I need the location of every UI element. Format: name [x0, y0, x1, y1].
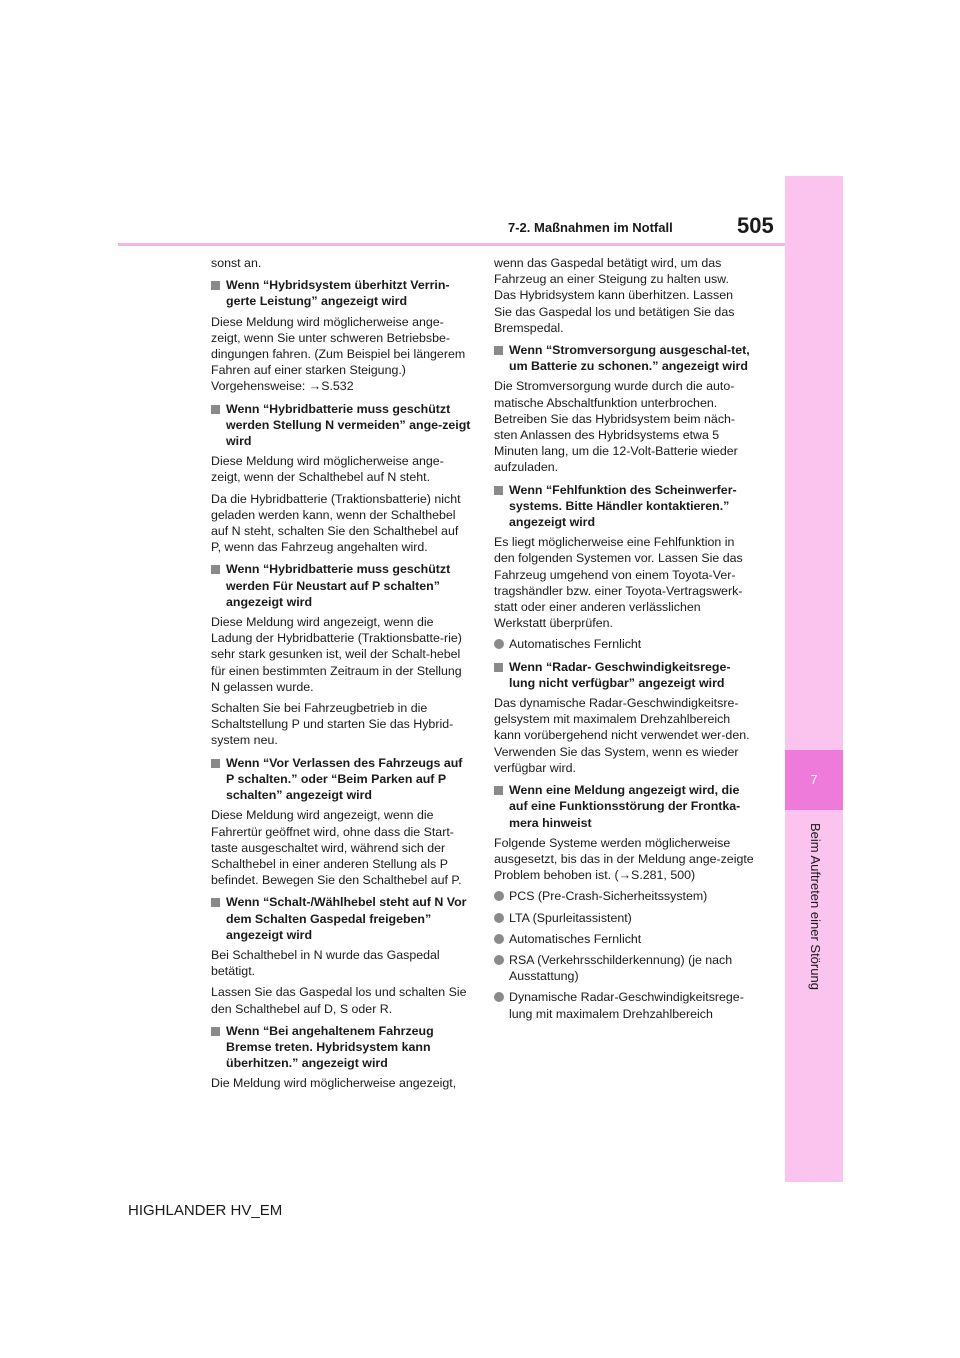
text: Da die Hybridbatterie (Traktionsbatterie) nicht geladen werden kann, wenn der Schalthebel auf N steht, schalten Sie den Schalthebel auf P, wenn das Fahrzeug angehalten wird.	[211, 491, 461, 555]
text: Diese Meldung wird angezeigt, wenn die Ladung der Hybridbatterie (Traktionsbatte-rie) sehr stark gesunken ist, weil der Schalt-hebel für einen bestimmten Zeitraum in der Stellung N gelassen wurde.	[211, 615, 462, 694]
list-item	[494, 952, 754, 984]
text: Es liegt möglicherweise eine Fehlfunktion in den folgenden Systemen vor. Lassen Sie das Fahrzeug umgehend von einem Toyota-Ver-tragshändler bzw. einer Toyota-Vertragswerk-statt oder einer anderen verlässlichen Werkstatt überprüfen.	[494, 535, 743, 631]
text: Bei Schalthebel in N wurde das Gaspedal betätigt.	[211, 947, 440, 979]
text: wenn das Gaspedal betätigt wird, um das Fahrzeug an einer Steigung zu halten usw. Das Hybridsystem kann überhitzen. Lassen Sie das Gaspedal los und betätigen Sie das Bremspedal.	[494, 256, 735, 335]
section-heading	[211, 561, 471, 610]
paragraph	[211, 1075, 471, 1091]
circle-bullet-icon	[494, 913, 504, 923]
square-bullet-icon	[494, 786, 503, 795]
paragraph	[211, 700, 471, 749]
square-bullet-icon	[211, 405, 220, 414]
square-bullet-icon	[494, 663, 503, 672]
text: Folgende Systeme werden möglicherweise ausgesetzt, bis das in der Meldung ange-zeigte Problem behoben ist. (→S.281, 500)	[494, 835, 754, 883]
section-heading	[211, 277, 471, 309]
circle-bullet-icon	[494, 992, 504, 1002]
list-item	[494, 931, 754, 947]
text: Wenn “Bei angehaltenem Fahrzeug Bremse treten. Hybridsystem kann überhitzen.” angezeigt wird	[226, 1023, 434, 1071]
paragraph	[211, 614, 471, 695]
text: Wenn “Fehlfunktion des Scheinwerfer-systems. Bitte Händler kontaktieren.” angezeigt wird	[509, 482, 737, 530]
text: Diese Meldung wird angezeigt, wenn die Fahrertür geöffnet wird, ohne dass die Start-taste ausgeschaltet wird, während sich der Schalthebel in einer anderen Stellung als P befindet. Bewegen Sie den Schalthebel auf P.	[211, 808, 462, 888]
text: Diese Meldung wird möglicherweise ange-zeigt, wenn Sie unter schweren Betriebsbe-dingungen fahren. (Zum Beispiel bei längerem Fahren auf einer starken Steigung.) Vorgehensweise: →S.532	[211, 314, 466, 394]
paragraph	[494, 695, 754, 776]
text: Wenn “Radar- Geschwindigkeitsrege-lung nicht verfügbar” angezeigt wird	[509, 659, 731, 690]
text: LTA (Spurleitassistent)	[509, 910, 632, 925]
text: Das dynamische Radar-Geschwindigkeitsre-gelsystem mit maximalem Drehzahlbereich kann vorübergehend nicht verwendet wer-den. Verwenden Sie das System, wenn es wieder verfügbar wird.	[494, 696, 750, 775]
text: Diese Meldung wird möglicherweise ange-zeigt, wenn der Schalthebel auf N steht.	[211, 454, 444, 485]
paragraph	[211, 947, 471, 979]
text: Automatisches Fernlicht	[509, 637, 642, 652]
right-column	[494, 255, 754, 1027]
square-bullet-icon	[494, 346, 503, 355]
list-item	[494, 989, 754, 1021]
square-bullet-icon	[211, 898, 220, 907]
list-item	[494, 636, 754, 652]
section-heading	[211, 894, 471, 943]
text: Schalten Sie bei Fahrzeugbetrieb in die Schaltstellung P und starten Sie das Hybrid-system neu.	[211, 701, 454, 748]
section-heading	[494, 782, 754, 831]
paragraph	[211, 491, 471, 556]
paragraph	[211, 984, 471, 1016]
chapter-number-tab	[785, 750, 843, 810]
section-heading	[494, 482, 754, 531]
paragraph	[494, 534, 754, 631]
text: Wenn “Schalt-/Wählhebel steht auf N Vor dem Schalten Gaspedal freigeben” angezeigt wird	[226, 895, 467, 942]
section-heading	[494, 659, 754, 691]
text: Wenn “Hybridbatterie muss geschützt werden Stellung N vermeiden” ange-zeigt wird	[226, 401, 471, 449]
paragraph	[211, 807, 471, 888]
text: sonst an.	[211, 256, 262, 270]
paragraph	[211, 255, 471, 271]
paragraph	[494, 835, 754, 884]
text: Lassen Sie das Gaspedal los und schalten Sie den Schalthebel auf D, S oder R.	[211, 985, 467, 1016]
section-title: 7-2. Maßnahmen im Notfall	[508, 220, 673, 235]
text: RSA (Verkehrsschilderkennung) (je nach Ausstattung)	[509, 952, 733, 984]
square-bullet-icon	[211, 759, 220, 768]
square-bullet-icon	[494, 486, 503, 495]
square-bullet-icon	[211, 1027, 220, 1036]
section-heading	[211, 1023, 471, 1072]
section-heading	[211, 755, 471, 804]
page-number: 505	[737, 213, 774, 238]
header-rule	[118, 243, 785, 246]
text: Wenn eine Meldung angezeigt wird, die auf eine Funktionsstörung der Frontka-mera hinweist	[509, 783, 741, 830]
text: Wenn “Vor Verlassen des Fahrzeugs auf P schalten.” oder “Beim Parken auf P schalten” angezeigt wird	[226, 755, 463, 803]
circle-bullet-icon	[494, 955, 504, 965]
text: Die Meldung wird möglicherweise angezeigt,	[211, 1076, 457, 1091]
section-heading	[211, 401, 471, 450]
paragraph	[494, 255, 754, 336]
text: Dynamische Radar-Geschwindigkeitsrege-lung mit maximalem Drehzahlbereich	[509, 990, 744, 1021]
square-bullet-icon	[211, 281, 220, 290]
circle-bullet-icon	[494, 639, 504, 649]
text: Wenn “Hybridbatterie muss geschützt werden Für Neustart auf P schalten” angezeigt wird	[226, 562, 451, 609]
list-item	[494, 910, 754, 926]
list-item	[494, 888, 754, 904]
paragraph	[211, 314, 471, 395]
text: Wenn “Stromversorgung ausgeschal-tet, um Batterie zu schonen.” angezeigt wird	[509, 343, 750, 374]
circle-bullet-icon	[494, 891, 504, 901]
left-column	[211, 255, 471, 1097]
text: Die Stromversorgung wurde durch die auto-matische Abschaltfunktion unterbrochen. Betreiben Sie das Hybridsystem beim näch-sten Anlassen des Hybridsystems etwa 5 Minuten lang, um die 12-Volt-Batterie wieder aufzuladen.	[494, 379, 738, 475]
paragraph	[211, 453, 471, 485]
square-bullet-icon	[211, 565, 220, 574]
paragraph	[494, 378, 754, 475]
circle-bullet-icon	[494, 934, 504, 944]
text: PCS (Pre-Crash-Sicherheitssystem)	[509, 889, 708, 904]
section-heading	[494, 342, 754, 374]
footer-model: HIGHLANDER HV_EM	[128, 1202, 283, 1219]
text: Automatisches Fernlicht	[509, 931, 642, 946]
text: Wenn “Hybridsystem überhitzt Verrin-gerte Leistung” angezeigt wird	[226, 278, 450, 309]
chapter-number: 7	[810, 772, 818, 787]
chapter-label: Beim Auftreten einer Störung	[808, 823, 823, 990]
